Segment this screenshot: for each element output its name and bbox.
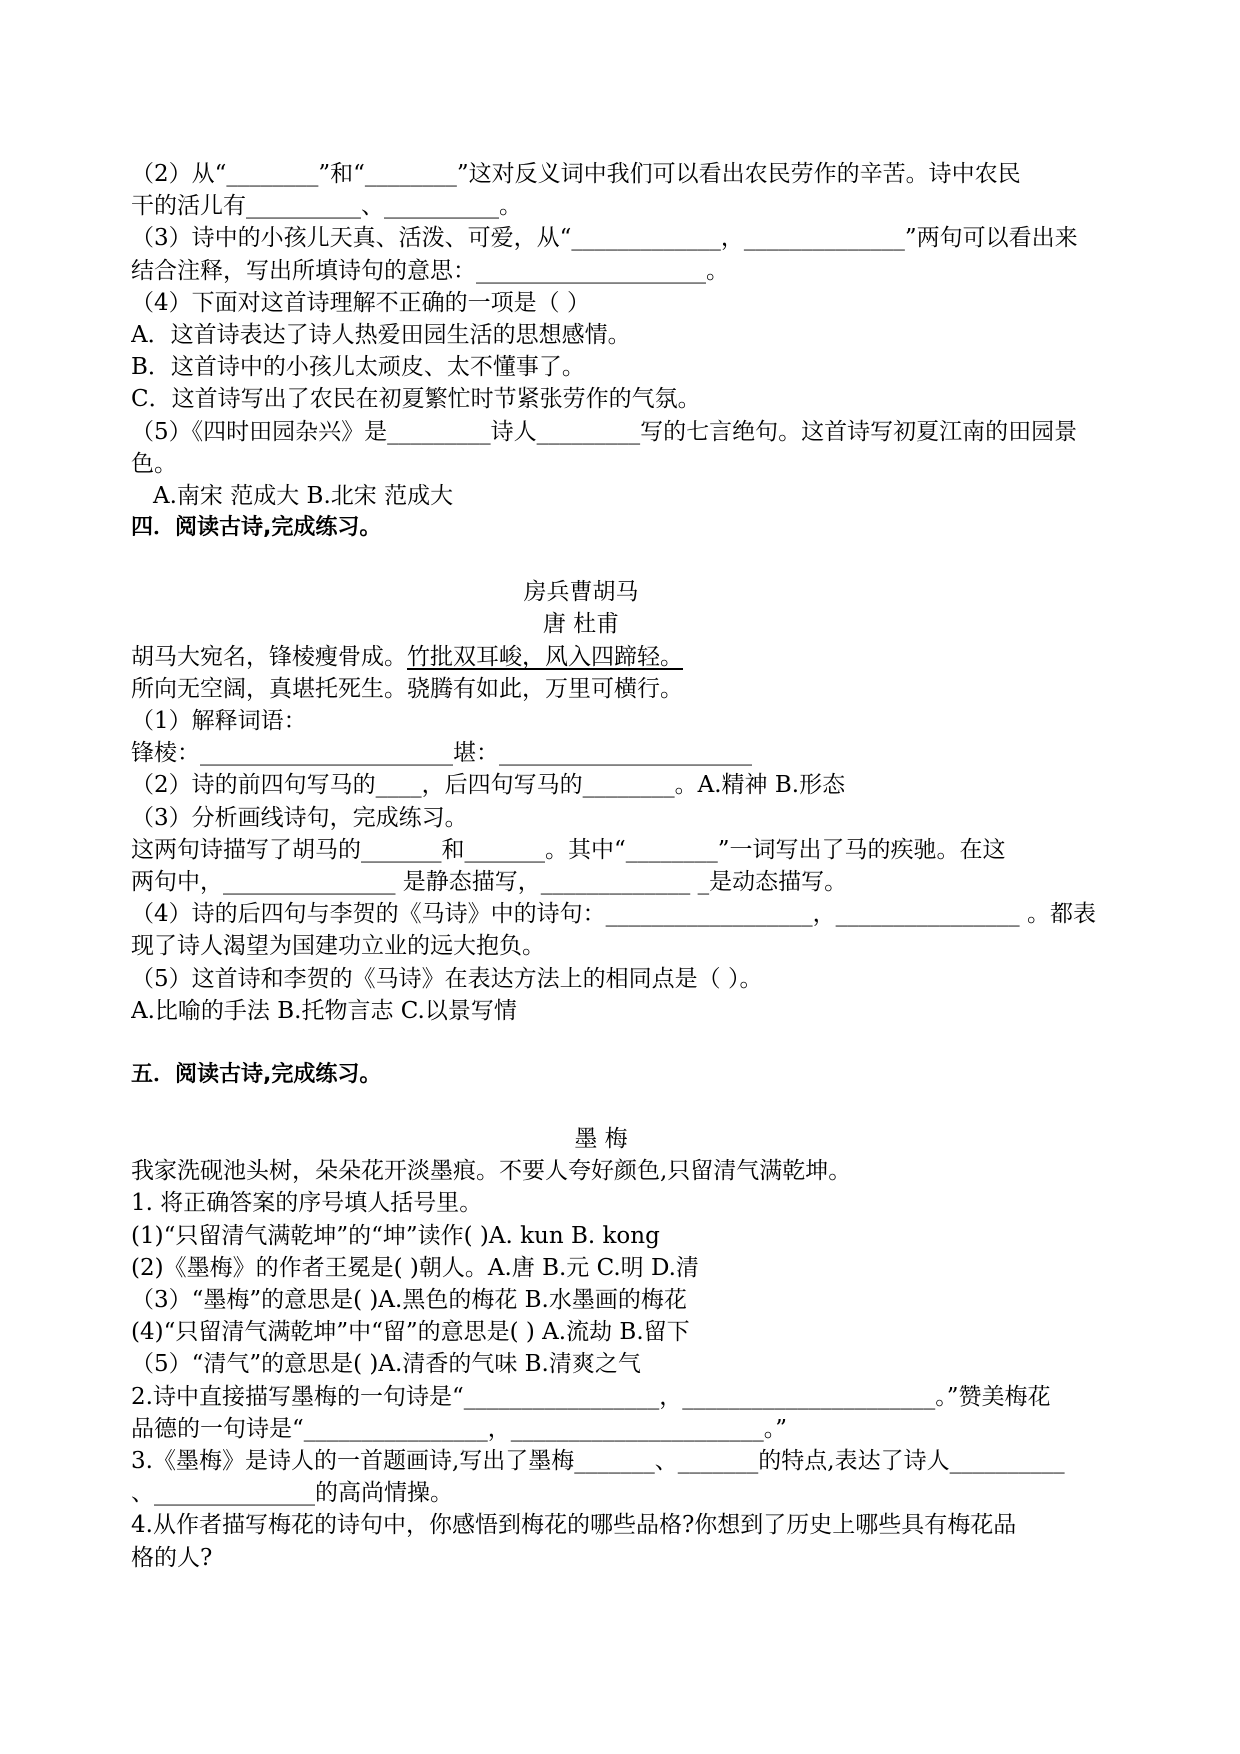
q3-3-line2: 结合注释，写出所填诗句的意思：____________________。 [131,257,729,284]
section4-heading: 四．阅读古诗,完成练习。 [131,515,382,541]
q4-1-fill: 锋棱：______________________堪：______________________ [131,740,752,767]
q5-2-line1: 2.诗中直接描写墨梅的一句诗是“_________________，______________________。”赞美梅花 [131,1383,1051,1410]
q5-1-sub3: （3）“墨梅”的意思是( )A.黑色的梅花 B.水墨画的梅花 [131,1287,687,1313]
q5-2-line2: 品德的一句诗是“________________，______________________。” [131,1415,788,1442]
q3-4-option-a: A．这首诗表达了诗人热爱田园生活的思想感情。 [131,321,631,348]
q4-5-options: A.比喻的手法 B.托物言志 C.以景写情 [131,997,517,1024]
q3-3-line1: （3）诗中的小孩儿天真、活泼、可爱，从“_____________，______________”两句可以看出来 [131,225,1078,252]
q5-1-sub4: (4)“只留清气满乾坤”中“留”的意思是( ) A.流劫 B.留下 [131,1319,690,1346]
q3-4-option-c: C．这首诗写出了农民在初夏繁忙时节紧张劳作的气氛。 [131,386,701,413]
q4-1-question: （1）解释词语： [131,708,307,734]
q3-4-question: （4）下面对这首诗理解不正确的一项是（ ） [131,289,590,316]
q3-2-line1: （2）从“________”和“________”这对反义词中我们可以看出农民劳作的辛苦。诗中农民 [131,161,1021,187]
poem1-line1-underlined: 竹批双耳峻，风入四蹄轻。 [407,643,683,670]
q4-5-question: （5）这首诗和李贺的《马诗》在表达方法上的相同点是（ ）。 [131,965,763,992]
q3-4-option-b: B．这首诗中的小孩儿太顽皮、太不懂事了。 [131,354,585,381]
q4-3-line1: 这两句诗描写了胡马的_______和_______。其中“________”一词写出了马的疾驰。在这 [131,836,1006,863]
q5-3-line1: 3.《墨梅》是诗人的一首题画诗,写出了墨梅_______、_______的特点,表达了诗人__________ [131,1447,1065,1474]
q5-1-sub5: （5）“清气”的意思是( )A.清香的气味 B.清爽之气 [131,1351,641,1378]
q4-4-line2: 现了诗人渴望为国建功立业的远大抱负。 [131,933,545,960]
poem1-title: 房兵曹胡马 [523,579,639,606]
q5-1-question: 1. 将正确答案的序号填人括号里。 [131,1190,483,1217]
q3-2-line2: 干的活儿有__________、__________。 [131,193,522,220]
poem2-text: 我家洗砚池头树，朵朵花开淡墨痕。不要人夸好颜色,只留清气满乾坤。 [131,1158,852,1185]
q4-3-line2: 两句中，_______________ 是静态描写，_____________ _是动态描写。 [131,868,848,895]
worksheet-content [131,158,1111,1574]
q5-3-line2: 、______________的高尚情操。 [131,1480,453,1507]
q3-5-line1: （5）《四时田园杂兴》是_________诗人_________写的七言绝句。这首诗写初夏江南的田园景 [131,418,1078,445]
q4-4-line1: （4）诗的后四句与李贺的《马诗》中的诗句：__________________，________________ 。都表 [131,901,1096,928]
q5-4-line2: 格的人? [131,1544,213,1571]
poem1-author: 唐 杜甫 [542,611,620,638]
q5-4-line1: 4.从作者描写梅花的诗句中，你感悟到梅花的哪些品格?你想到了历史上哪些具有梅花品 [131,1512,1017,1539]
poem1-line1-plain: 胡马大宛名，锋棱瘦骨成。 [131,643,407,670]
poem1-line2: 所向无空阔，真堪托死生。骁腾有如此，万里可横行。 [131,675,683,702]
q5-1-sub1: (1)“只留清气满乾坤”的“坤”读作( )A. kun B. kong [131,1222,660,1249]
q3-5-line2: 色。 [131,450,177,477]
q3-5-options: A.南宋 范成大 B.北宋 范成大 [153,482,454,509]
poem1-line1 [131,641,1111,673]
poem2-title: 墨 梅 [574,1126,628,1153]
q4-3-question: （3）分析画线诗句，完成练习。 [131,804,468,831]
q4-2-question: （2）诗的前四句写马的____，后四句写马的________。A.精神 B.形态 [131,772,846,799]
q5-1-sub2: (2)《墨梅》的作者王冕是( )朝人。A.唐 B.元 C.明 D.清 [131,1254,699,1281]
section5-heading: 五．阅读古诗,完成练习。 [131,1061,382,1087]
